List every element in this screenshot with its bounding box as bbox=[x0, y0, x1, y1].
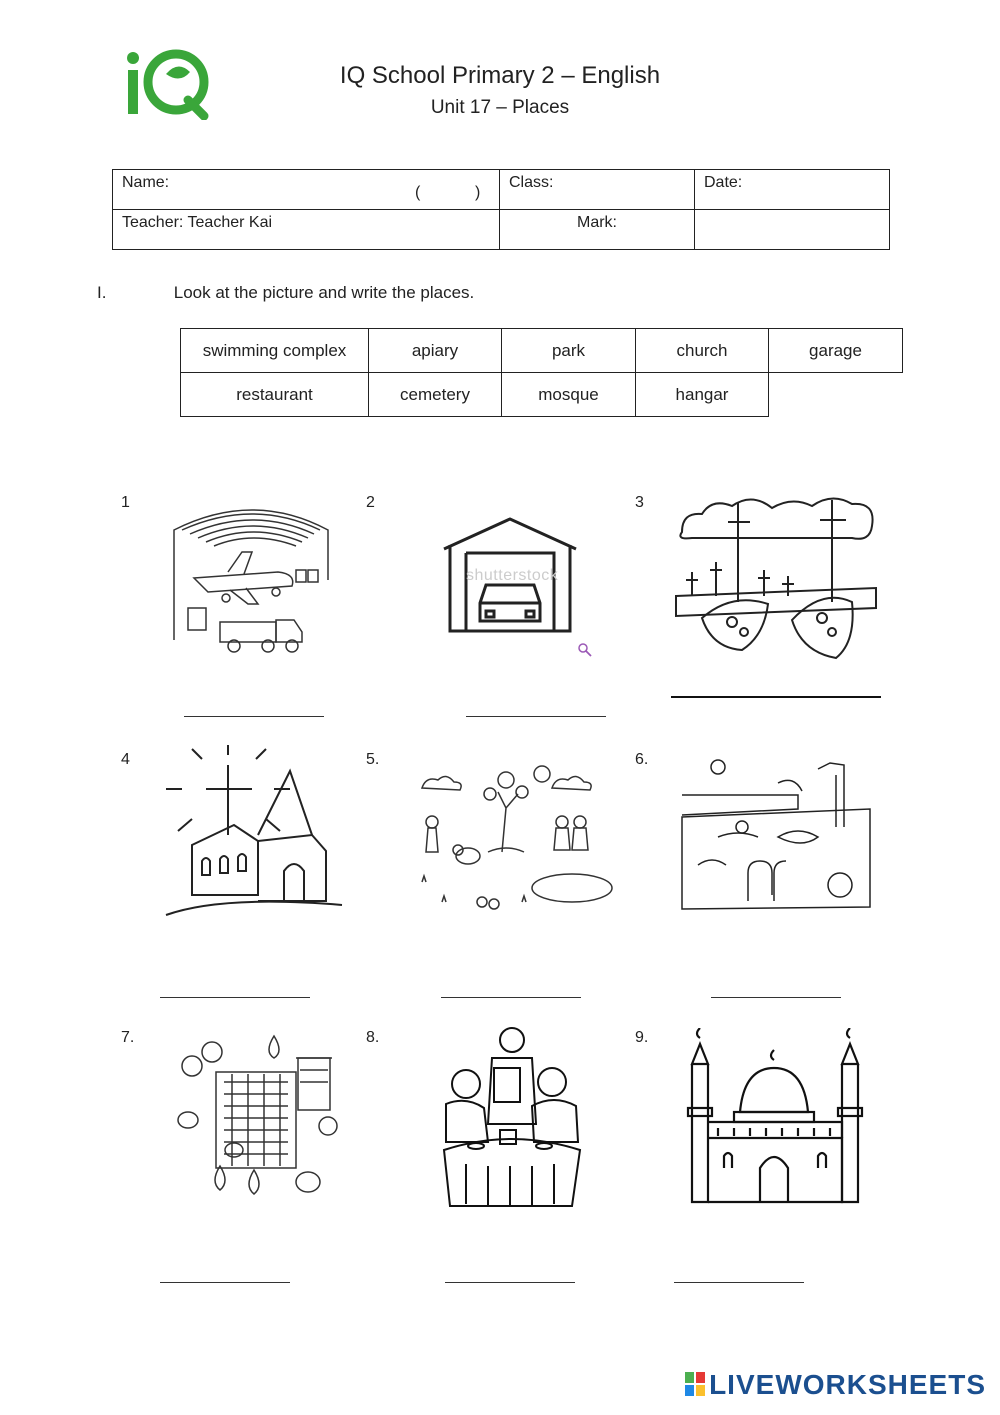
shutterstock-watermark: shutterstock bbox=[466, 567, 559, 584]
number-paren-open: ( bbox=[415, 184, 421, 201]
date-label: Date: bbox=[704, 174, 743, 191]
item-number-8: 8. bbox=[366, 1029, 380, 1046]
word-cemetery: cemetery bbox=[369, 373, 502, 417]
name-cell[interactable] bbox=[113, 170, 500, 210]
item-number-9: 9. bbox=[635, 1029, 649, 1046]
answer-line-6[interactable] bbox=[711, 997, 841, 998]
word-mosque: mosque bbox=[502, 373, 636, 417]
item-number-2: 2 bbox=[366, 494, 375, 511]
word-hangar: hangar bbox=[636, 373, 769, 417]
answer-line-8[interactable] bbox=[445, 1282, 575, 1283]
page-title: IQ School Primary 2 – English bbox=[339, 62, 661, 89]
answer-line-4[interactable] bbox=[160, 997, 310, 998]
liveworksheets-brand[interactable] bbox=[685, 1369, 986, 1401]
swimming-complex-picture bbox=[678, 755, 874, 913]
class-cell[interactable] bbox=[500, 170, 695, 210]
mark-value-cell[interactable] bbox=[695, 210, 890, 250]
restaurant-picture bbox=[436, 1024, 586, 1210]
liveworksheets-icon bbox=[685, 1372, 705, 1396]
liveworksheets-text: LIVEWORKSHEETS bbox=[709, 1369, 986, 1400]
word-bank-empty-cell bbox=[769, 373, 903, 417]
date-cell[interactable] bbox=[695, 170, 890, 210]
word-swimming-complex: swimming complex bbox=[181, 329, 369, 373]
item-number-4: 4 bbox=[121, 751, 130, 768]
hangar-picture bbox=[168, 500, 338, 660]
item-number-7: 7. bbox=[121, 1029, 135, 1046]
section-instruction: Look at the picture and write the places. bbox=[173, 283, 475, 302]
number-paren-close: ) bbox=[475, 184, 481, 201]
section-number: I. bbox=[97, 283, 107, 302]
answer-line-1[interactable] bbox=[184, 716, 324, 717]
teacher-label: Teacher: Teacher Kai bbox=[122, 214, 273, 231]
item-number-3: 3 bbox=[635, 494, 644, 511]
answer-line-9[interactable] bbox=[674, 1282, 804, 1283]
church-picture bbox=[162, 745, 346, 925]
answer-line-5[interactable] bbox=[441, 997, 581, 998]
word-bank bbox=[180, 328, 903, 417]
page-subtitle: Unit 17 – Places bbox=[430, 97, 570, 118]
item-number-6: 6. bbox=[635, 751, 649, 768]
teacher-cell bbox=[113, 210, 500, 250]
mark-label: Mark: bbox=[577, 214, 617, 231]
apiary-picture bbox=[168, 1030, 340, 1208]
magnifier-icon bbox=[578, 643, 592, 657]
student-info-table bbox=[112, 169, 890, 250]
word-park: park bbox=[502, 329, 636, 373]
word-church: church bbox=[636, 329, 769, 373]
cemetery-picture bbox=[672, 492, 880, 668]
class-label: Class: bbox=[509, 174, 554, 191]
park-picture bbox=[402, 752, 618, 930]
answer-line-2[interactable] bbox=[466, 716, 606, 717]
item-number-1: 1 bbox=[121, 494, 130, 511]
word-apiary: apiary bbox=[369, 329, 502, 373]
answer-line-3[interactable] bbox=[671, 696, 881, 698]
answer-line-7[interactable] bbox=[160, 1282, 290, 1283]
name-label: Name: bbox=[122, 174, 170, 191]
item-number-5: 5. bbox=[366, 751, 380, 768]
mosque-picture bbox=[684, 1028, 866, 1206]
iq-logo bbox=[118, 44, 210, 120]
word-restaurant: restaurant bbox=[181, 373, 369, 417]
mark-label-cell bbox=[500, 210, 695, 250]
word-garage: garage bbox=[769, 329, 903, 373]
section-heading bbox=[97, 283, 474, 303]
